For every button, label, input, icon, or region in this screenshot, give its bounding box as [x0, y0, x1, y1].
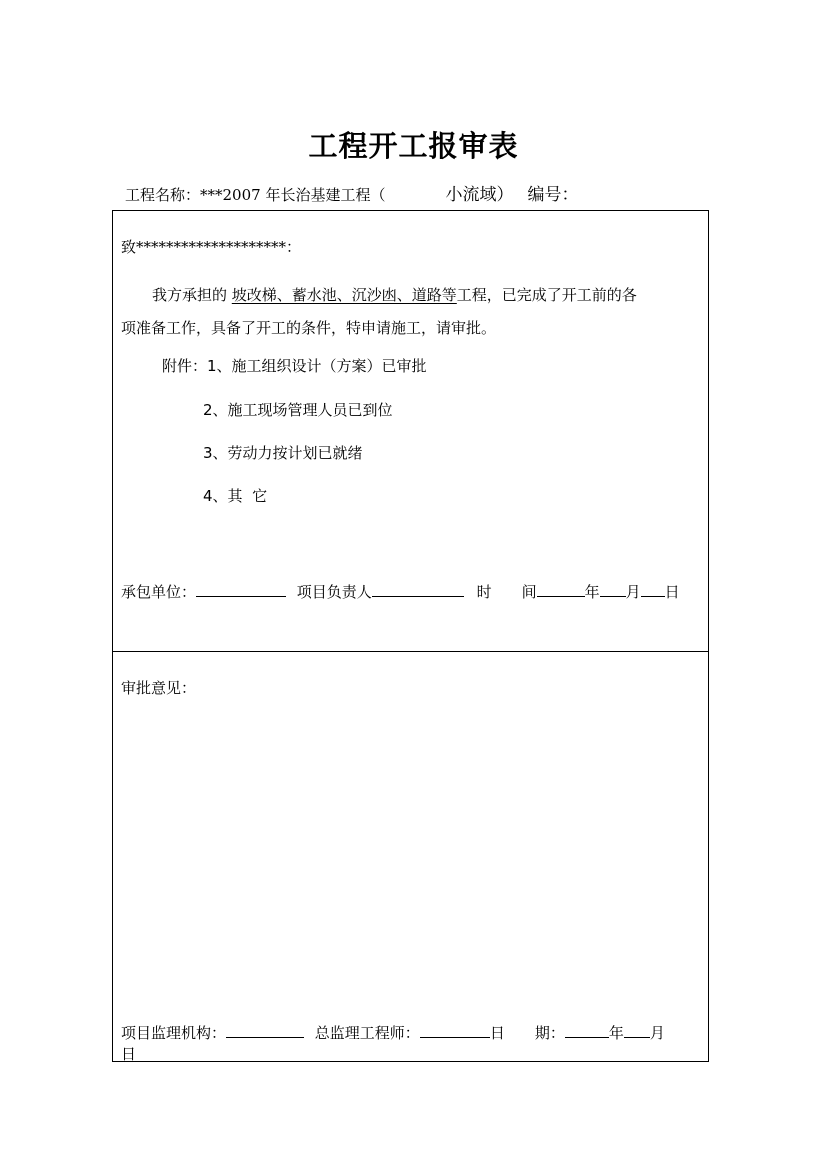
approval-year-blank[interactable] [565, 1023, 609, 1038]
application-body-line1: 我方承担的 坡改梯、蓄水池、沉沙凼、道路等工程，已完成了开工前的各 [152, 286, 637, 304]
approval-month-label: 月 [649, 1024, 665, 1042]
date-label: 日 期： [489, 1024, 565, 1042]
manager-blank[interactable] [372, 582, 464, 597]
year-blank[interactable] [537, 582, 585, 597]
works-list: 坡改梯、蓄水池、沉沙凼、道路等 [231, 286, 457, 304]
section-divider [112, 651, 709, 652]
month-label: 月 [625, 583, 641, 601]
application-body-line2: 项准备工作，具备了开工的条件，特申请施工，请审批。 [121, 319, 497, 337]
approval-day-label: 日 [121, 1045, 137, 1063]
document-title: 工程开工报审表 [308, 129, 519, 163]
approval-year-label: 年 [608, 1024, 624, 1042]
attachment-item: 4、其 它 [203, 487, 268, 505]
supervisor-signature-line [121, 1022, 665, 1043]
month-blank[interactable] [600, 582, 626, 597]
time-label: 时 间 [476, 583, 537, 601]
contractor-signature-line [121, 581, 680, 602]
attachment-item: 3、劳动力按计划已就绪 [203, 444, 363, 462]
project-name-suffix: 小流域） [445, 185, 514, 205]
agency-blank[interactable] [226, 1023, 304, 1038]
engineer-blank[interactable] [420, 1023, 490, 1038]
attachment-item: 附件：1、施工组织设计（方案）已审批 [162, 357, 427, 375]
day-label: 日 [664, 583, 680, 601]
attachment-item: 2、施工现场管理人员已到位 [203, 401, 393, 419]
project-name-line [125, 180, 578, 205]
number-label: 编号： [527, 185, 579, 205]
year-label: 年 [584, 583, 600, 601]
manager-label: 项目负责人 [296, 583, 372, 601]
contractor-blank[interactable] [196, 582, 286, 597]
day-blank[interactable] [641, 582, 665, 597]
agency-label: 项目监理机构： [121, 1024, 227, 1042]
approval-month-blank[interactable] [624, 1023, 650, 1038]
approval-opinion-label: 审批意见： [121, 679, 197, 697]
contractor-label: 承包单位： [121, 583, 197, 601]
project-name-label: 工程名称：***2007 年长治基建工程（ [125, 186, 386, 204]
addressee-line: 致********************： [121, 238, 302, 256]
engineer-label: 总监理工程师： [314, 1024, 420, 1042]
